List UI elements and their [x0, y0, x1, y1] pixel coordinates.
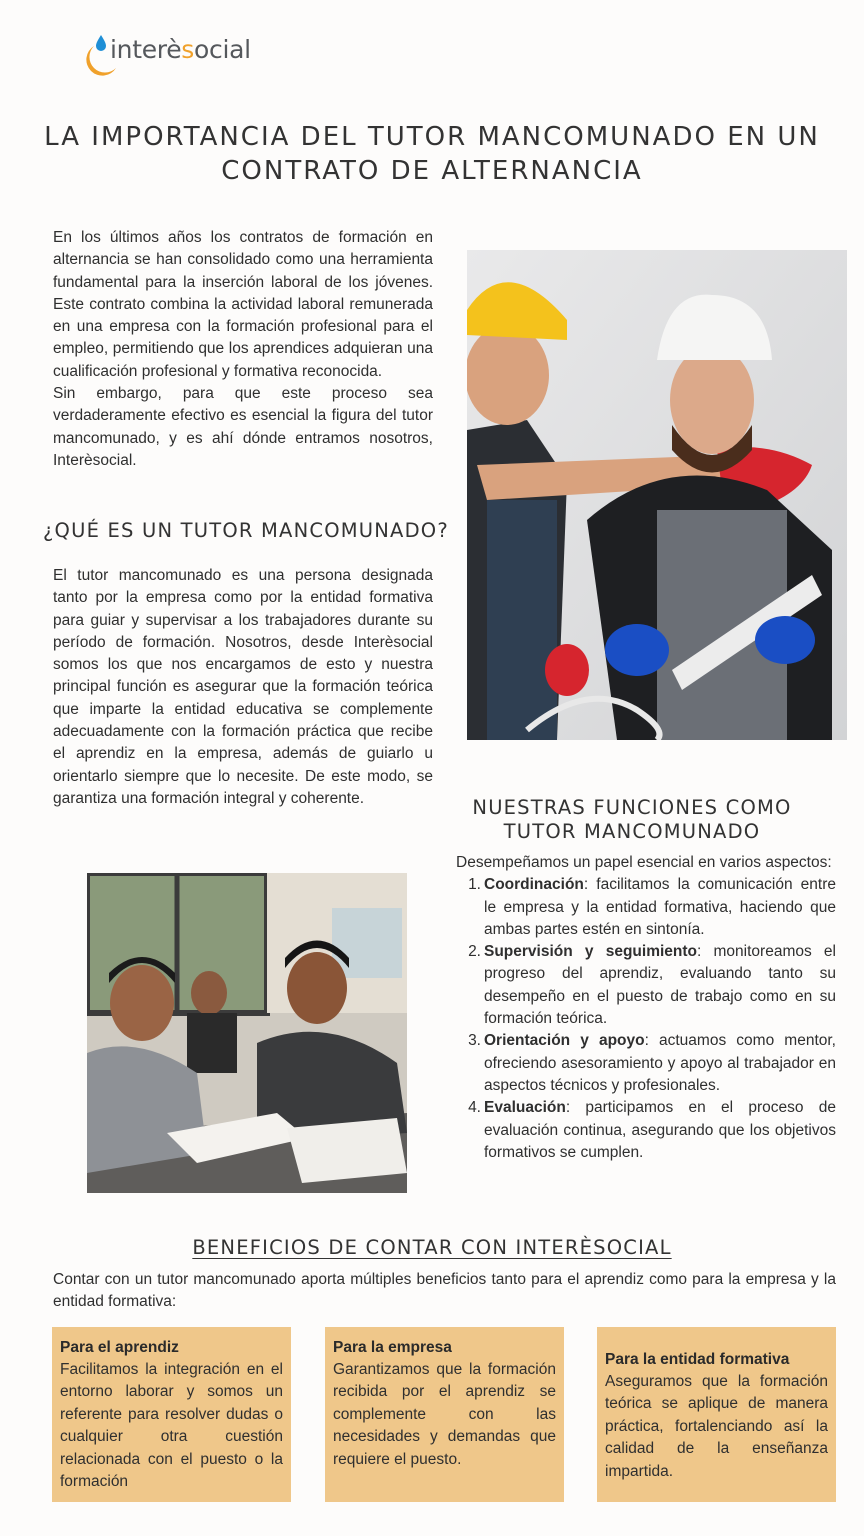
funcion-item: 3. Orientación y apoyo: actuamos como mentor, ofreciendo asesoramiento y apoyo al trabajador en aspectos técnicos y profesionales.	[468, 1032, 836, 1094]
funciones-block	[456, 852, 836, 1164]
funcion-item: 2. Supervisión y seguimiento: monitoreamos el progreso del aprendiz, evaluando tanto su desempeño en el puesto de trabajo como en su formación teórica.	[468, 943, 836, 1028]
card-text: Garantizamos que la formación recibida por el aprendiz se complemente con las necesidades y demandas que requiere el puesto.	[333, 1361, 556, 1468]
card-text: Facilitamos la integración en el entorno laborar y somos un referente para resolver dudas o cualquier otra cuestión relacionada con el puesto o la formación	[60, 1361, 283, 1491]
funcion-item: 4. Evaluación: participamos en el proceso de evaluación continua, asegurando que los objetivos formativos se cumplen.	[468, 1099, 836, 1161]
beneficios-heading: BENEFICIOS DE CONTAR CON INTERÈSOCIAL	[192, 1236, 672, 1259]
page-title: LA IMPORTANCIA DEL TUTOR MANCOMUNADO EN UN CONTRATO DE ALTERNANCIA	[44, 122, 820, 186]
card-entidad	[597, 1327, 836, 1502]
funciones-list	[456, 874, 836, 1164]
logo	[80, 32, 251, 78]
funcion-item: 1. Coordinación: facilitamos la comunicación entre le empresa y la entidad formativa, haciendo que ambas partes estén en sintonía.	[468, 876, 836, 938]
card-aprendiz	[52, 1327, 291, 1502]
card-title: Para la entidad formativa	[605, 1351, 790, 1368]
workers-photo	[467, 250, 847, 740]
card-title: Para el aprendiz	[60, 1339, 179, 1356]
intro-text	[53, 227, 433, 472]
intro-paragraph-1: En los últimos años los contratos de formación en alternancia se han consolidado como una herramienta fundamental para la inserción laboral de los jóvenes. Este contrato combina la actividad laboral remunerada en una empresa con la formación profesional para el empleo, permitiendo que los aprendices adquieran una cualificación profesional y formativa reconocida.	[53, 229, 433, 380]
funciones-intro: Desempeñamos un papel esencial en varios aspectos:	[456, 854, 832, 871]
intro-paragraph-2: Sin embargo, para que este proceso sea verdaderamente efectivo es esencial la figura del tutor mancomunado, y es ahí dónde entramos nosotros, Interèsocial.	[53, 385, 433, 469]
que-es-heading: ¿QUÉ ES UN TUTOR MANCOMUNADO?	[43, 519, 449, 542]
card-text: Aseguramos que la formación teórica se aplique de manera práctica, fortalenciando así la calidad de la enseñanza impartida.	[605, 1373, 828, 1480]
students-photo	[87, 873, 407, 1193]
funciones-heading: NUESTRAS FUNCIONES COMO TUTOR MANCOMUNADO	[472, 796, 792, 843]
que-es-text: El tutor mancomunado es una persona designada tanto por la empresa como por la entidad formativa para guiar y supervisar a los trabajadores durante su período de formación. Nosotros, desde Interèsocial somos los que nos encargamos de esto y nuestra principal función es asegurar que la formación teórica que imparte la entidad educativa se complemente adecuadamente con la formación práctica que recibe el aprendiz en la empresa, además de guiarlo u orientarlo siempre que lo necesite. De este modo, se garantiza una formación integral y coherente.	[53, 567, 433, 807]
card-empresa	[325, 1327, 564, 1502]
beneficios-intro: Contar con un tutor mancomunado aporta múltiples beneficios tanto para el aprendiz como para la empresa y la entidad formativa:	[53, 1271, 836, 1311]
card-title: Para la empresa	[333, 1339, 452, 1356]
logo-text: interèsocial	[110, 34, 251, 64]
